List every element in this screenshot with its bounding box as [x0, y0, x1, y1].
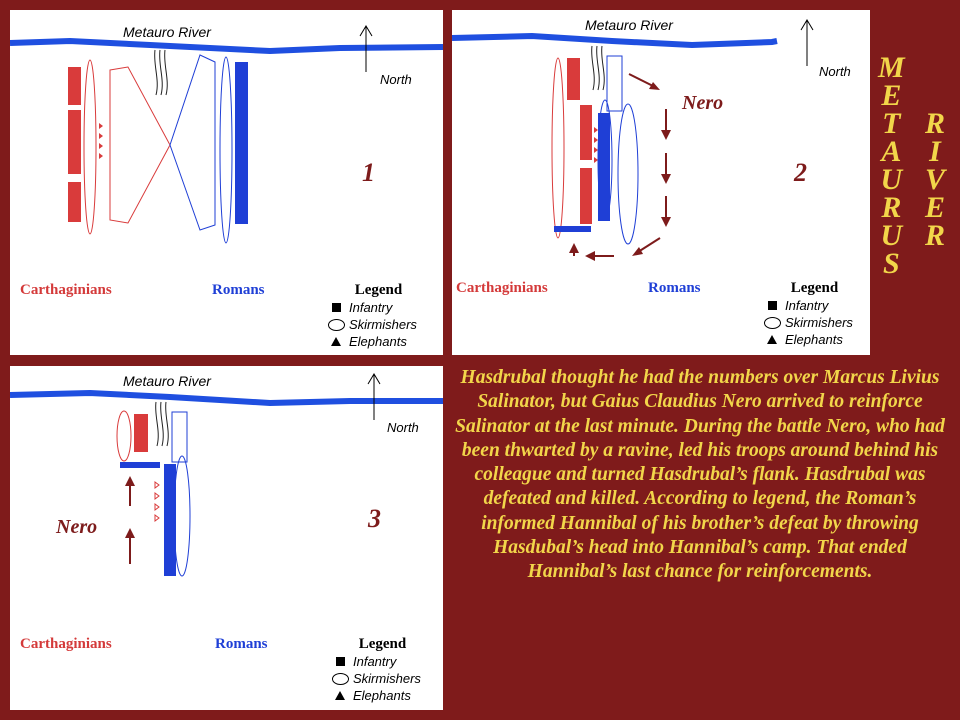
roman-skirmishers-outer — [618, 104, 638, 244]
legend-title: Legend — [790, 280, 839, 296]
roman-advance — [170, 55, 215, 230]
title-letter: E — [925, 191, 946, 224]
legend-elephants: Elephants — [349, 334, 407, 349]
battle-map-panel-1 — [10, 10, 443, 355]
carthaginians-label: Carthaginians — [20, 282, 112, 298]
legend — [762, 280, 853, 348]
romans-label: Romans — [212, 282, 265, 298]
carthaginians-label: Carthaginians — [456, 280, 548, 296]
north-label: North — [387, 420, 419, 435]
river-label: Metauro River — [123, 373, 211, 389]
legend — [330, 636, 421, 704]
north-arrow-icon — [368, 374, 380, 420]
step-number: 3 — [368, 504, 381, 533]
ravine — [592, 46, 605, 90]
legend — [326, 282, 417, 350]
infantry-square-icon — [762, 301, 782, 310]
title-letter: U — [880, 163, 903, 196]
title-letter: R — [881, 191, 902, 224]
nero-movement-arrows — [125, 476, 135, 564]
elephants-triangle-icon — [326, 337, 346, 346]
carthaginian-elephants — [99, 123, 103, 159]
legend-infantry: Infantry — [785, 298, 829, 313]
nero-label: Nero — [682, 92, 724, 114]
roman-advance — [607, 56, 622, 111]
title-letter: A — [881, 135, 902, 168]
title-letter: R — [925, 107, 946, 140]
legend-elephants: Elephants — [785, 332, 843, 347]
infantry-square-icon — [326, 303, 346, 312]
carthaginian-infantry — [567, 58, 592, 224]
carthaginian-advance — [110, 67, 170, 223]
step-number: 2 — [794, 158, 807, 187]
battle-map-panel-3 — [10, 366, 443, 710]
carthaginian-infantry — [68, 67, 81, 222]
roman-infantry — [598, 113, 610, 221]
nero-label: Nero — [56, 516, 98, 538]
metauro-river — [452, 36, 777, 45]
carthaginian-skirmishers — [117, 411, 131, 461]
elephants-triangle-icon — [330, 691, 350, 700]
legend-elephants: Elephants — [353, 688, 411, 703]
river-label: Metauro River — [585, 17, 673, 33]
legend-infantry: Infantry — [349, 300, 393, 315]
title-letter: R — [925, 219, 946, 252]
nero-movement-arrows — [569, 74, 671, 261]
carthaginian-skirmishers — [84, 60, 96, 234]
carthaginian-elephants — [594, 127, 598, 163]
legend-skirmishers: Skirmishers — [349, 317, 417, 332]
skirmishers-oval-icon — [762, 317, 782, 329]
infantry-square-icon — [330, 657, 350, 666]
roman-advance — [172, 412, 187, 462]
legend-title: Legend — [354, 282, 403, 298]
ravine — [155, 50, 168, 95]
roman-skirmishers — [220, 57, 232, 243]
title-river — [925, 107, 946, 252]
title-letter: T — [882, 107, 901, 140]
skirmishers-oval-icon — [330, 673, 350, 685]
legend-skirmishers: Skirmishers — [353, 671, 421, 686]
legend-title: Legend — [358, 636, 407, 652]
nero-infantry — [120, 462, 160, 468]
roman-infantry — [235, 62, 248, 224]
title-letter: E — [881, 79, 902, 112]
metauro-river — [10, 393, 443, 403]
skirmishers-oval-icon — [326, 319, 346, 331]
nero-infantry — [554, 226, 591, 232]
metauro-river — [10, 41, 443, 51]
battle-narrative: Hasdrubal thought he had the numbers over Marcus Livius Salinator, but Gaius Claudius Nero arrived to reinforce Salinator at the last minute. During the battle Nero, who had been thwarted by a ravine, led his troops around behind his colleague and turned Hasdrubal’s flank. Hasdrubal was defeated and killed. According to legend, the Roman’s informed Hannibal of his brother’s defeat by throwing Hasdubal’s head into Hannibal’s camp. That ended Hannibal’s last chance for reinforcements. — [455, 367, 945, 583]
north-label: North — [380, 72, 412, 87]
carthaginians-label: Carthaginians — [20, 636, 112, 652]
title-metaurus — [878, 51, 905, 280]
north-label: North — [819, 64, 851, 79]
carthaginian-infantry — [134, 414, 148, 452]
roman-skirmishers — [174, 456, 190, 576]
battle-map-panel-2 — [452, 10, 870, 355]
romans-label: Romans — [215, 636, 268, 652]
romans-label: Romans — [648, 280, 701, 296]
title-letter: V — [925, 163, 946, 196]
river-label: Metauro River — [123, 24, 211, 40]
carthaginian-skirmishers — [552, 58, 564, 238]
title-letter: U — [880, 219, 903, 252]
ravine — [156, 402, 169, 446]
title-letter: S — [883, 247, 900, 280]
step-number: 1 — [362, 158, 375, 187]
north-arrow-icon — [801, 20, 813, 66]
title-letter: I — [929, 135, 941, 168]
carthaginian-elephants — [155, 482, 159, 521]
elephants-triangle-icon — [762, 335, 782, 344]
legend-infantry: Infantry — [353, 654, 397, 669]
title-letter: M — [878, 51, 905, 84]
legend-skirmishers: Skirmishers — [785, 315, 853, 330]
